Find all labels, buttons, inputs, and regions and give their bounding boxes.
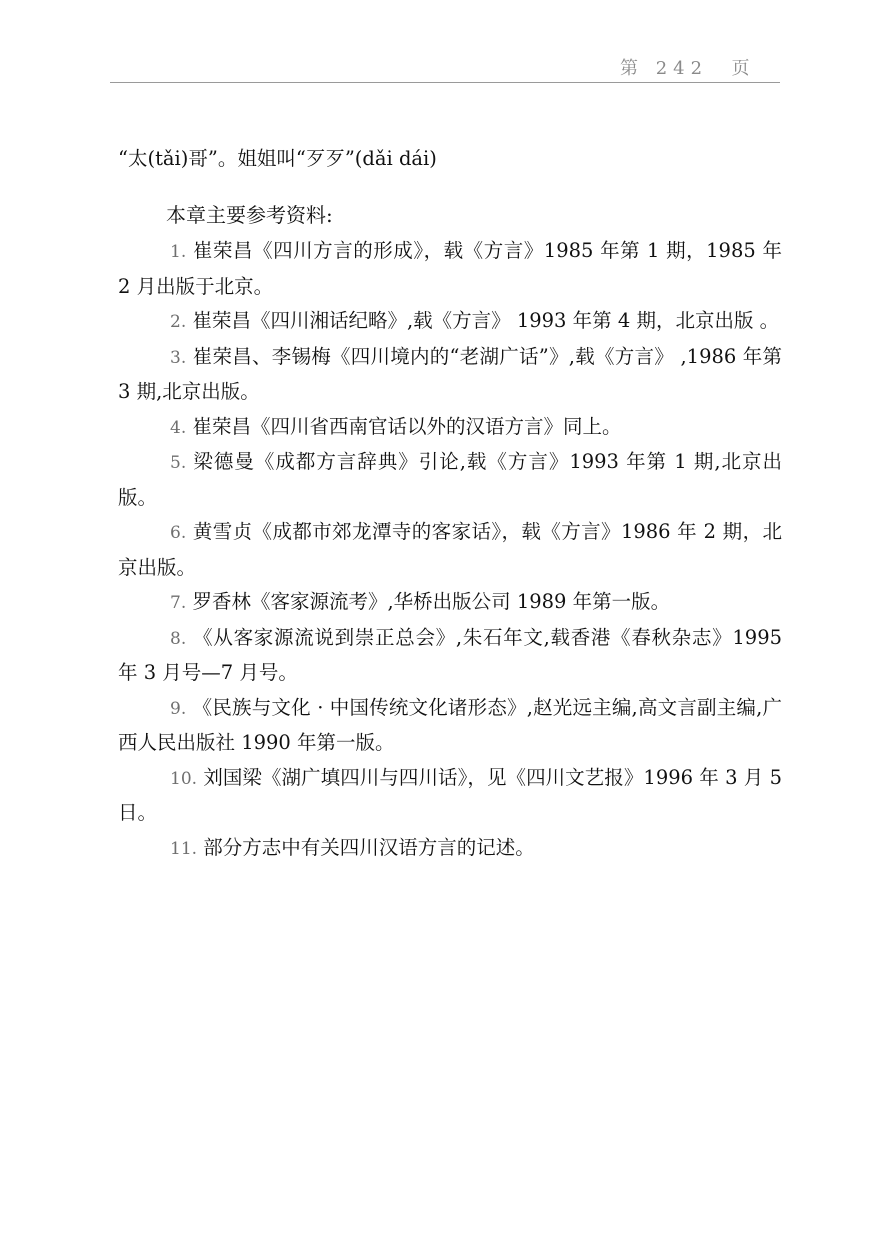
reference-item (118, 691, 782, 761)
reference-number: 10. (170, 768, 198, 789)
reference-item (118, 621, 782, 691)
reference-item (118, 515, 782, 585)
reference-number: 5. (170, 453, 187, 473)
reference-item (118, 410, 782, 446)
reference-item (118, 445, 782, 515)
reference-number: 8. (170, 628, 187, 649)
page-number: 第 242 页 (620, 58, 756, 79)
reference-number: 7. (170, 593, 187, 613)
reference-text: 崔荣昌《四川湘话纪略》,载《方言》 1993 年第 4 期，北京出版 。 (192, 309, 780, 332)
reference-item (118, 585, 782, 621)
reference-number: 2. (170, 312, 187, 332)
reference-number: 1. (170, 242, 187, 262)
reference-text: 崔荣昌《四川省西南官话以外的汉语方言》同上。 (192, 414, 622, 438)
reference-text: 部分方志中有关四川汉语方言的记述。 (203, 835, 535, 859)
reference-text: 《民族与文化 · 中国传统文化诸形态》,赵光远主编,高文言副主编,广西人民出版社 1990 年第一版。 (118, 695, 782, 754)
references-heading: 本章主要参考资料: (166, 203, 333, 227)
reference-item (118, 304, 782, 340)
reference-text: 梁德曼《成都方言辞典》引论,载《方言》1993 年第 1 期,北京出版。 (118, 450, 782, 509)
reference-list (118, 234, 782, 866)
reference-text: 崔荣昌《四川方言的形成》，载《方言》1985 年第 1 期，1985 年 2 月出版于北京。 (118, 239, 782, 298)
reference-item (118, 831, 782, 867)
reference-text: 刘国梁《湖广填四川与四川话》，见《四川文艺报》1996 年 3 月 5 日。 (118, 765, 783, 824)
reference-number: 9. (170, 698, 187, 719)
reference-number: 6. (170, 523, 187, 543)
header-rule (110, 82, 780, 83)
reference-item (118, 340, 782, 410)
reference-item (118, 234, 782, 304)
reference-text: 黄雪贞《成都市郊龙潭寺的客家话》，载《方言》1986 年 2 期，北京出版。 (118, 520, 782, 579)
page-body (118, 142, 782, 866)
reference-number: 4. (170, 417, 187, 438)
reference-text: 罗香林《客家源流考》,华桥出版公司 1989 年第一版。 (192, 590, 671, 613)
reference-item (118, 761, 782, 831)
reference-text: 崔荣昌、李锡梅《四川境内的“老湖广话”》,载《方言》 ,1986 年第 3 期,北京出版。 (118, 344, 783, 403)
page-header (0, 0, 888, 84)
reference-number: 11. (170, 838, 198, 859)
reference-text: 《从客家源流说到崇正总会》,朱石年文,载香港《春秋杂志》1995 年 3 月号—7 月号。 (118, 625, 783, 684)
reference-number: 3. (170, 347, 187, 368)
continuation-line: “太(tǎi)哥”。姐姐叫“歹歹”(dǎi dái) (118, 147, 437, 170)
